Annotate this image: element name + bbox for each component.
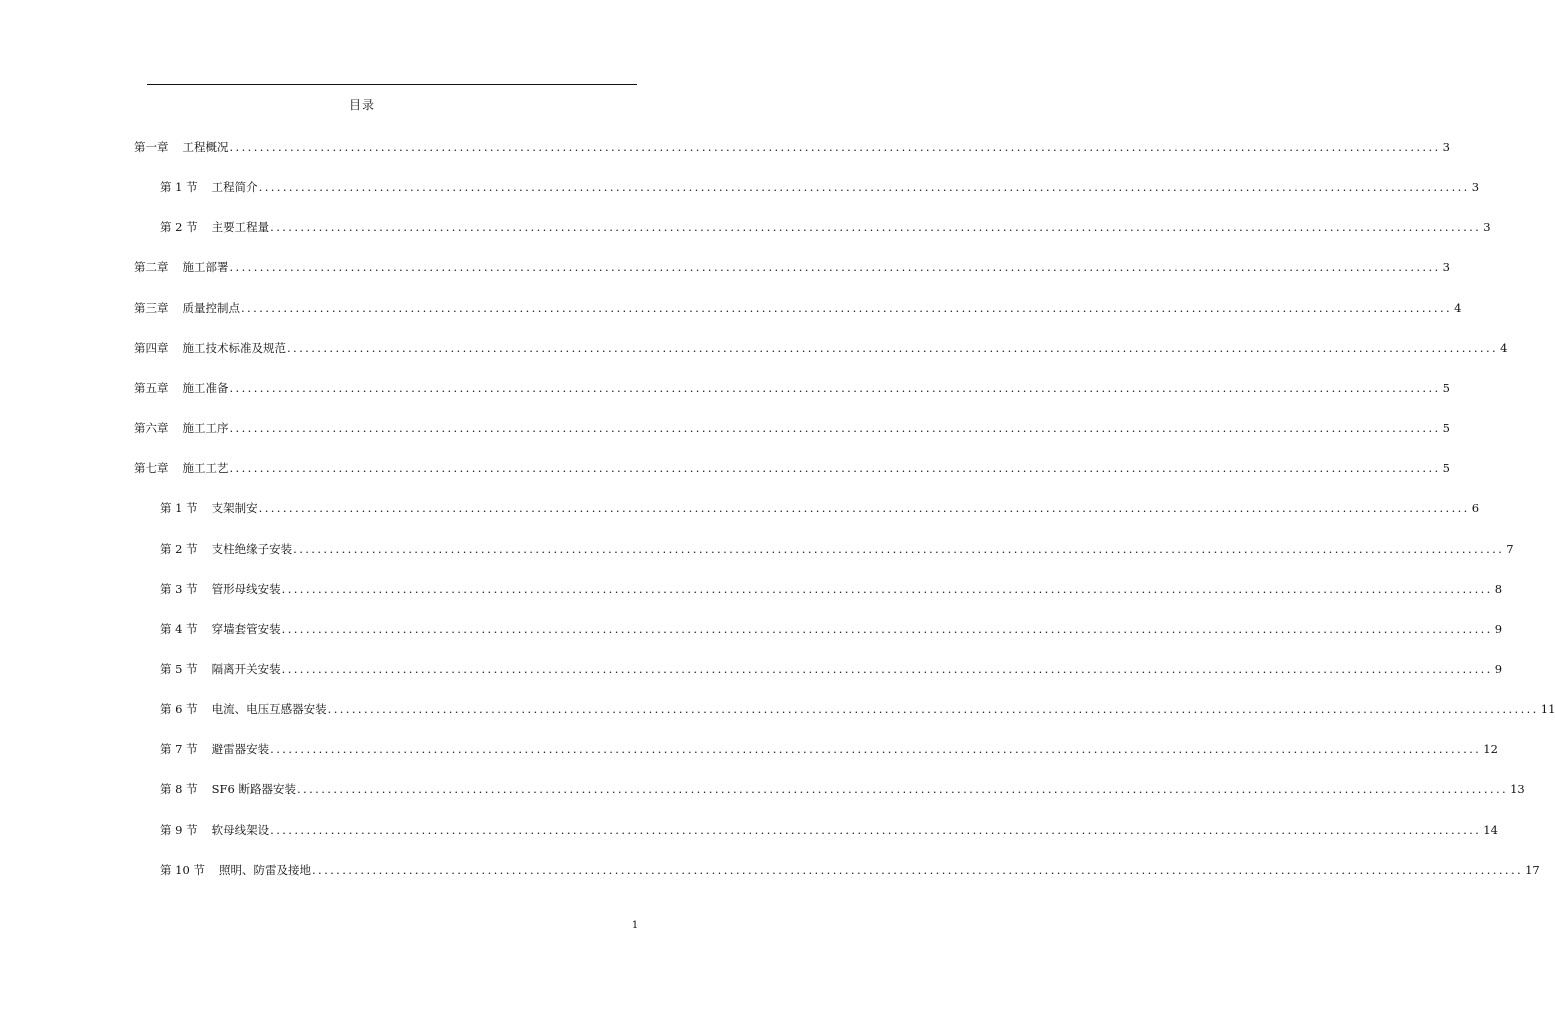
toc-dot-leader: ........................................................................................................................................................................................................	[270, 220, 1482, 235]
toc-entry-page: 11	[1540, 702, 1555, 717]
toc-entry-page: 3	[1483, 220, 1491, 235]
toc-entry-page: 12	[1483, 742, 1498, 757]
toc-entry-title: 工程简介	[211, 180, 258, 195]
toc-entry-title: 软母线架设	[211, 822, 270, 837]
toc-entry-title: 施工准备	[182, 380, 229, 395]
toc-title: 目录	[348, 98, 375, 112]
toc-entry-title: 工程概况	[182, 140, 229, 154]
toc-entry[interactable]	[134, 259, 1450, 275]
toc-dot-leader: ........................................................................................................................................................................................................	[281, 661, 1493, 676]
toc-entry-label: 第 8 节	[160, 782, 198, 797]
toc-entry-label: 第七章	[134, 461, 169, 476]
toc-entry-title: 电流、电压互感器安装	[211, 702, 327, 717]
toc-entry-label: 第 5 节	[160, 661, 198, 676]
toc-entry-page: 6	[1471, 501, 1480, 516]
header-rule	[147, 84, 637, 85]
toc-dot-leader: ........................................................................................................................................................................................................	[229, 461, 1441, 476]
toc-entry-title: SF6 断路器安装	[211, 782, 296, 797]
toc-dot-leader: ........................................................................................................................................................................................................	[229, 421, 1441, 436]
toc-entry-page: 3	[1442, 140, 1450, 154]
toc-entry-title: 主要工程量	[211, 220, 270, 235]
toc-dot-leader: ........................................................................................................................................................................................................	[327, 702, 1539, 717]
toc-entry[interactable]	[160, 581, 1503, 597]
toc-dot-leader: ........................................................................................................................................................................................................	[258, 501, 1470, 516]
toc-entry[interactable]	[160, 862, 1540, 878]
toc-dot-leader: ........................................................................................................................................................................................................	[258, 180, 1470, 195]
toc-dot-leader: ........................................................................................................................................................................................................	[270, 742, 1482, 757]
toc-dot-leader: ........................................................................................................................................................................................................	[293, 541, 1505, 556]
toc-dot-leader: ........................................................................................................................................................................................................	[270, 822, 1482, 837]
toc-entry-label: 第三章	[134, 300, 169, 315]
toc-entry-page: 14	[1483, 822, 1498, 837]
toc-dot-leader: ........................................................................................................................................................................................................	[229, 380, 1441, 395]
toc-entry-label: 第四章	[134, 340, 169, 355]
toc-entry[interactable]	[160, 500, 1480, 516]
toc-dot-leader: ........................................................................................................................................................................................................	[229, 260, 1441, 275]
toc-entry-label: 第 4 节	[160, 621, 198, 636]
toc-entry[interactable]	[160, 219, 1491, 235]
toc-entry-page: 3	[1471, 180, 1480, 195]
toc-entry-page: 13	[1510, 782, 1525, 797]
toc-entry-title: 施工工艺	[182, 461, 229, 476]
toc-entry-label: 第 10 节	[160, 862, 205, 877]
toc-entry-title: 支架制安	[211, 501, 258, 516]
toc-entry-title: 质量控制点	[182, 300, 240, 315]
toc-entry-label: 第二章	[134, 260, 169, 275]
toc-entry[interactable]	[160, 541, 1514, 557]
toc-entry-title: 避雷器安装	[211, 742, 270, 757]
toc-entry-label: 第 7 节	[160, 742, 198, 757]
toc-entry[interactable]	[134, 420, 1450, 436]
toc-entry[interactable]	[160, 661, 1503, 677]
toc-entry[interactable]	[134, 300, 1462, 316]
toc-dot-leader: ........................................................................................................................................................................................................	[287, 340, 1499, 355]
toc-entry-title: 管形母线安装	[211, 581, 281, 596]
toc-dot-leader: ........................................................................................................................................................................................................	[229, 140, 1441, 154]
toc-dot-leader: ........................................................................................................................................................................................................	[281, 621, 1493, 636]
toc-entry-label: 第 1 节	[160, 501, 198, 516]
toc-entry[interactable]	[134, 340, 1508, 356]
toc-entry[interactable]	[160, 781, 1525, 797]
toc-entry-page: 3	[1442, 260, 1450, 275]
toc-entry-label: 第 6 节	[160, 702, 198, 717]
toc-entry-page: 4	[1454, 300, 1462, 315]
toc-entry-page: 4	[1500, 340, 1508, 355]
toc-entry-title: 照明、防雷及接地	[218, 862, 311, 877]
toc-entry-page: 7	[1506, 541, 1514, 556]
toc-entry-page: 5	[1442, 421, 1450, 436]
toc-entry-label: 第 2 节	[160, 220, 198, 235]
toc-entry-title: 穿墙套管安装	[211, 621, 281, 636]
toc-entry[interactable]	[134, 139, 1450, 155]
toc-entry-label: 第五章	[134, 380, 169, 395]
toc-entry[interactable]	[160, 822, 1498, 838]
toc-dot-leader: ........................................................................................................................................................................................................	[241, 300, 1453, 315]
toc-entry-title: 支柱绝缘子安装	[211, 541, 293, 556]
toc-entry-page: 8	[1494, 581, 1503, 596]
toc-entry[interactable]	[160, 621, 1503, 637]
toc-entry[interactable]	[160, 701, 1555, 717]
toc-entry[interactable]	[160, 741, 1498, 757]
toc-entry-label: 第 9 节	[160, 822, 198, 837]
toc-entry-label: 第六章	[134, 421, 169, 436]
toc-entry-page: 9	[1494, 621, 1503, 636]
toc-entry-label: 第 2 节	[160, 541, 198, 556]
toc-entry-label: 第 1 节	[160, 180, 198, 195]
toc-dot-leader: ........................................................................................................................................................................................................	[281, 581, 1493, 596]
toc-entry-label: 第 3 节	[160, 581, 198, 596]
toc-entry[interactable]	[134, 380, 1450, 396]
page-number: 1	[631, 920, 639, 931]
toc-entry-label: 第一章	[134, 140, 169, 154]
toc-entry[interactable]	[134, 460, 1450, 476]
toc-entry-page: 5	[1442, 380, 1450, 395]
toc-entry-page: 5	[1442, 461, 1450, 476]
toc-entry-title: 施工部署	[182, 260, 229, 275]
toc-entry-title: 隔离开关安装	[211, 661, 281, 676]
toc-dot-leader: ........................................................................................................................................................................................................	[311, 862, 1524, 877]
toc-entry-page: 9	[1494, 661, 1503, 676]
toc-entry[interactable]	[160, 179, 1480, 195]
toc-entry-page: 17	[1525, 862, 1540, 877]
toc-entry-title: 施工工序	[182, 421, 229, 436]
toc-entry-title: 施工技术标准及规范	[182, 340, 286, 355]
toc-dot-leader: ........................................................................................................................................................................................................	[296, 782, 1509, 797]
